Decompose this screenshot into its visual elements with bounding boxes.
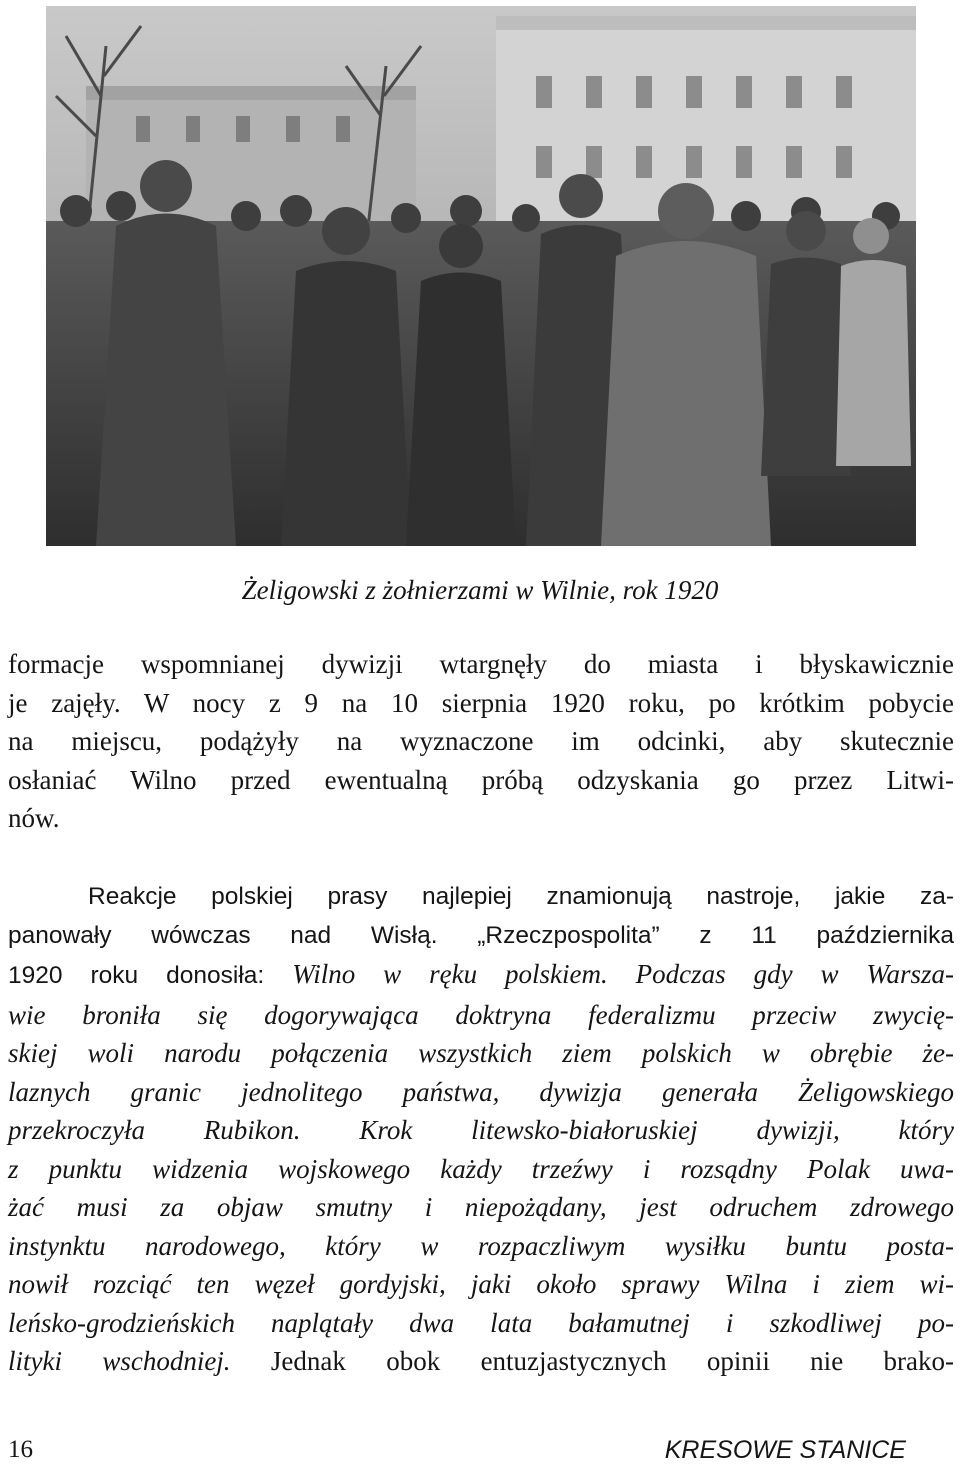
quote-line: skiej woli narodu połączenia wszystkich ziem polskich w obrębie że- [8,1038,954,1068]
text-line-mixed [8,955,954,996]
text-continuation: Jednak obok entuzjastycznych opinii nie brako- [230,1346,954,1376]
quote-start: Wilno w ręku polskiem. Podczas gdy w Warsza- [292,959,954,989]
quote-line: wie broniła się dogorywająca doktryna federalizmu przeciw zwycię- [8,999,954,1030]
photo-illustration [46,6,916,546]
historical-photo [46,6,916,546]
text-line: na miejscu, podążyły na wyznaczone im odcinki, aby skutecznie [8,726,954,756]
paragraph-1 [8,645,954,838]
quote-line: przekroczyła Rubikon. Krok litewsko-białoruskiej dywizji, który [8,1115,954,1145]
quote-line: żać musi za objaw smutny i niepożądany, jest odruchem zdrowego [8,1192,954,1222]
quote-line: nowił rozciąć ten węzeł gordyjski, jaki około sprawy Wilna i ziem wi- [8,1269,954,1299]
text-line: nów. [8,803,60,833]
photo-caption: Żeligowski z żołnierzami w Wilnie, rok 1920 [241,575,719,605]
paragraph-2 [8,878,954,1381]
quote-end: lityki wschodniej. [8,1346,231,1376]
quote-intro: 1920 roku donosiła: [8,962,293,989]
text-line: je zajęły. W nocy z 9 na 10 sierpnia 1920 roku, po krótkim pobycie [8,687,954,718]
quote-line: laznych granic jednolitego państwa, dywizja generała Żeligowskiego [8,1076,954,1107]
text-line: osłaniać Wilno przed ewentualną próbą odzyskania go przez Litwi- [8,764,954,795]
text-line: panowały wówczas nad Wisłą. „Rzeczpospolita” z 11 października [8,921,954,949]
page-number: 16 [8,1436,33,1463]
text-line: formacje wspomnianej dywizji wtargnęły do miasta i błyskawicznie [8,649,954,679]
quote-line: leńsko-grodzieńskich naplątały dwa lata bałamutnej i szkodliwej po- [8,1307,954,1338]
text-line: Reakcje polskiej prasy najlepiej znamionują nastroje, jakie za- [88,883,954,910]
text-line-mixed [8,1342,954,1381]
quote-line: instynktu narodowego, który w rozpaczliwym wysiłku buntu posta- [8,1230,954,1261]
quote-line: z punktu widzenia wojskowego każdy trzeźwy i rozsądny Polak uwa- [8,1153,954,1184]
running-title: KRESOWE STANICE [664,1436,906,1464]
